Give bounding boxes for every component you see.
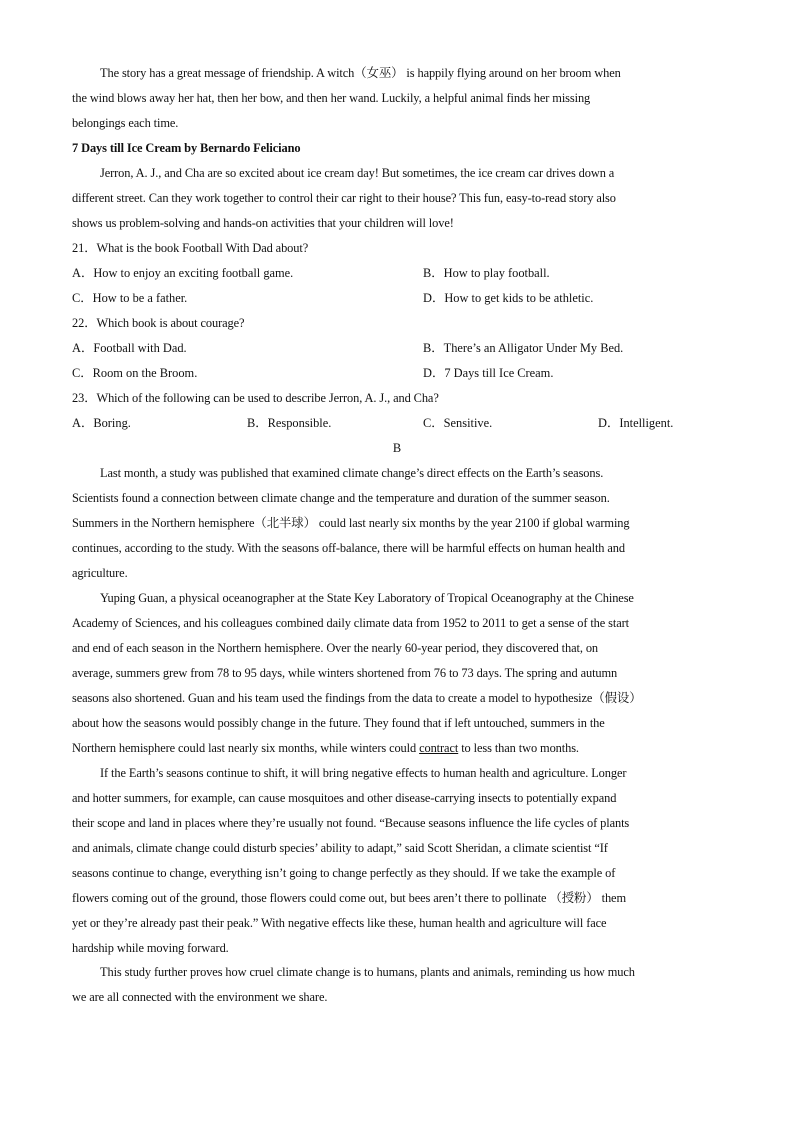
paragraph-line: and hotter summers, for example, can cause mosquitoes and other disease-carrying insects to potentially expand <box>72 791 617 805</box>
question-21-option-a: A．How to enjoy an exciting football game. <box>72 266 294 280</box>
line-text: Northern hemisphere could last nearly six months, while winters could <box>72 741 420 755</box>
paragraph-line: Summers in the Northern hemisphere（北半球） could last nearly six months by the year 2100 if global warming <box>72 516 630 530</box>
question-23-option-d: D．Intelligent. <box>598 416 674 430</box>
paragraph-line: hardship while moving forward. <box>72 941 229 955</box>
passage-a-line: belongings each time. <box>72 116 179 130</box>
paragraph-line <box>72 740 732 756</box>
paragraph-line: average, summers grew from 78 to 95 days, while winters shortened from 76 to 73 days. The spring and autumn <box>72 666 618 680</box>
question-21-stem: 21．What is the book Football With Dad about? <box>72 241 309 255</box>
section-b-heading: B <box>392 441 402 455</box>
question-21-option-d: D．How to get kids to be athletic. <box>423 291 594 305</box>
paragraph-line: flowers coming out of the ground, those flowers could come out, but bees aren’t there to pollinate （授粉） them <box>72 891 626 905</box>
paragraph-line: and animals, climate change could disturb species’ ability to adapt,” said Scott Sheridan, a climate scientist “If <box>72 841 608 855</box>
underlined-word: contract <box>419 741 459 755</box>
paragraph-line: agriculture. <box>72 566 128 580</box>
paragraph-line: seasons continue to change, everything isn’t going to change perfectly as they should. If we take the example of <box>72 866 616 880</box>
book-description-line: Jerron, A. J., and Cha are so excited about ice cream day! But sometimes, the ice cream car drives down a <box>100 166 615 180</box>
question-22-option-c: C．Room on the Broom. <box>72 366 198 380</box>
paragraph-line: Academy of Sciences, and his colleagues combined daily climate data from 1952 to 2011 to get a sense of the start <box>72 616 630 630</box>
passage-a-line: the wind blows away her hat, then her bow, and then her wand. Luckily, a helpful animal finds her missing <box>72 91 591 105</box>
paragraph-line: and end of each season in the Northern hemisphere. Over the nearly 60-year period, they discovered that, on <box>72 641 599 655</box>
question-22-option-a: A．Football with Dad. <box>72 341 187 355</box>
question-22-option-d: D．7 Days till Ice Cream. <box>423 366 554 380</box>
paragraph-line: we are all connected with the environment we share. <box>72 990 328 1004</box>
paragraph-line: yet or they’re already past their peak.” With negative effects like these, human health and agriculture will face <box>72 916 607 930</box>
question-23-option-c: C．Sensitive. <box>423 416 493 430</box>
question-22-option-b: B．There’s an Alligator Under My Bed. <box>423 341 624 355</box>
question-23-stem: 23．Which of the following can be used to describe Jerron, A. J., and Cha? <box>72 391 439 405</box>
question-21-option-c: C．How to be a father. <box>72 291 188 305</box>
paragraph-line: Yuping Guan, a physical oceanographer at the State Key Laboratory of Tropical Oceanography at the Chinese <box>100 591 634 605</box>
question-23-option-a: A．Boring. <box>72 416 131 430</box>
passage-a-line: The story has a great message of friendship. A witch（女巫） is happily flying around on her broom when <box>100 66 621 80</box>
paragraph-line: This study further proves how cruel climate change is to humans, plants and animals, reminding us how much <box>100 965 635 979</box>
paragraph-line: continues, according to the study. With the seasons off-balance, there will be harmful effects on human health and <box>72 541 625 555</box>
paragraph-line: their scope and land in places where they’re usually not found. “Because seasons influence the life cycles of plants <box>72 816 630 830</box>
question-23-option-b: B．Responsible. <box>247 416 332 430</box>
question-21-option-b: B．How to play football. <box>423 266 550 280</box>
paragraph-line: Scientists found a connection between climate change and the temperature and duration of the summer season. <box>72 491 610 505</box>
question-22-stem: 22．Which book is about courage? <box>72 316 245 330</box>
paragraph-line: Last month, a study was published that examined climate change’s direct effects on the Earth’s seasons. <box>100 466 604 480</box>
book-title: 7 Days till Ice Cream by Bernardo Feliciano <box>72 141 301 155</box>
paragraph-line: If the Earth’s seasons continue to shift, it will bring negative effects to human health and agriculture. Longer <box>100 766 627 780</box>
book-description-line: different street. Can they work together to control their car right to their house? This fun, easy-to-read story also <box>72 191 616 205</box>
book-description-line: shows us problem-solving and hands-on activities that your children will love! <box>72 216 454 230</box>
line-text: to less than two months. <box>458 741 579 755</box>
paragraph-line: about how the seasons would possibly change in the future. They found that if left untouched, summers in the <box>72 716 605 730</box>
paragraph-line: seasons also shortened. Guan and his team used the findings from the data to create a model to hypothesize（假设） <box>72 691 642 705</box>
